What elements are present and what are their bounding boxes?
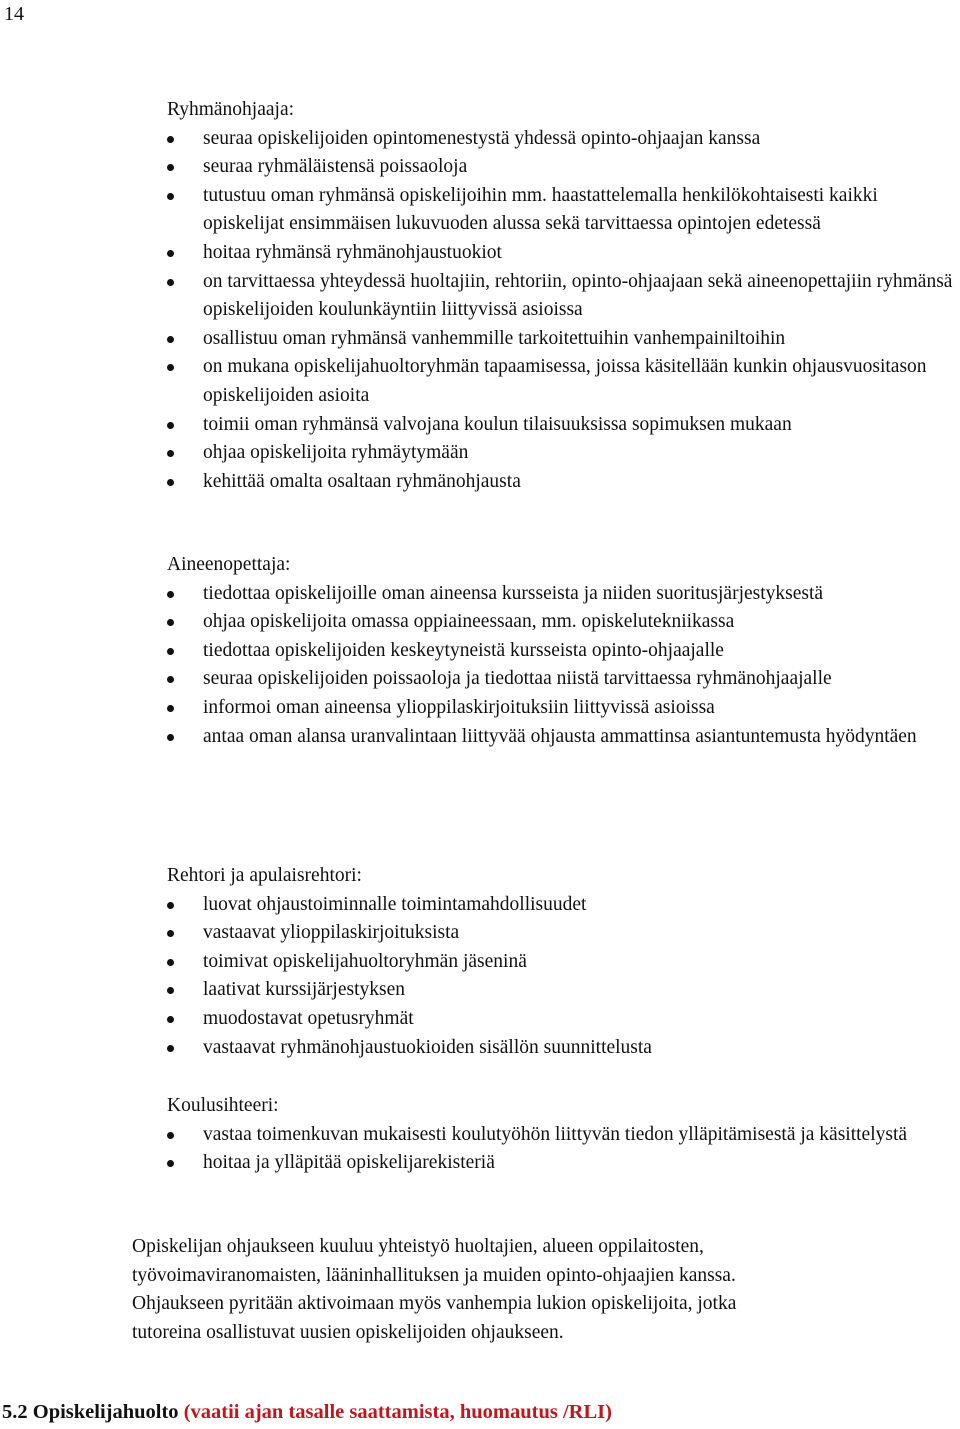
paragraph-line: Ohjaukseen pyritään aktivoimaan myös vanhempia lukion opiskelijoita, jotka <box>132 1293 737 1315</box>
section-aineenopettaja <box>167 551 957 751</box>
heading-number: 5.2 <box>2 1401 28 1423</box>
list-item: toimivat opiskelijahuoltoryhmän jäseninä <box>167 948 957 977</box>
section-ryhmanohjaaja <box>167 96 957 496</box>
paragraph-line: tutoreina osallistuvat uusien opiskelijoiden ohjaukseen. <box>132 1321 564 1343</box>
list-item: seuraa ryhmäläistensä poissaoloja <box>167 153 957 182</box>
heading-note: (vaatii ajan tasalle saattamista, huomautus /RLI) <box>183 1401 612 1423</box>
bullet-list <box>167 125 957 497</box>
heading-title: Opiskelijahuolto <box>32 1401 179 1423</box>
list-item: on tarvittaessa yhteydessä huoltajiin, rehtoriin, opinto-ohjaajaan sekä aineenopettajiin ryhmänsä opiskelijoiden koulunkäyntiin liittyvissä asioissa <box>167 268 957 325</box>
bullet-list <box>167 1121 957 1178</box>
list-item: muodostavat opetusryhmät <box>167 1005 957 1034</box>
list-item: toimii oman ryhmänsä valvojana koulun tilaisuuksissa sopimuksen mukaan <box>167 411 957 440</box>
section-rehtori <box>167 862 957 1062</box>
list-item: informoi oman aineensa ylioppilaskirjoituksiin liittyvissä asioissa <box>167 694 957 723</box>
paragraph-line: Opiskelijan ohjaukseen kuuluu yhteistyö huoltajien, alueen oppilaitosten, <box>132 1236 704 1257</box>
bullet-list <box>167 580 957 752</box>
list-item: laativat kurssijärjestyksen <box>167 976 957 1005</box>
list-item: ohjaa opiskelijoita omassa oppiaineessaan, mm. opiskelutekniikassa <box>167 608 957 637</box>
section-heading: Aineenopettaja: <box>167 554 291 575</box>
paragraph-line: työvoimaviranomaisten, lääninhallituksen ja muiden opinto-ohjaajien kanssa. <box>132 1264 736 1286</box>
list-item: hoitaa ryhmänsä ryhmänohjaustuokiot <box>167 239 957 268</box>
section-heading: Ryhmänohjaaja: <box>167 99 295 120</box>
list-item: on mukana opiskelijahuoltoryhmän tapaamisessa, joissa käsitellään kunkin ohjausvuositason opiskelijoiden asioita <box>167 353 957 410</box>
section-koulusihteeri <box>167 1092 957 1178</box>
closing-paragraph <box>132 1233 942 1347</box>
list-item: antaa oman alansa uranvalintaan liittyvää ohjausta ammattinsa asiantuntemusta hyödyntäen <box>167 723 957 752</box>
page-number: 14 <box>4 3 24 25</box>
bullet-list <box>167 891 957 1063</box>
list-item: vastaavat ryhmänohjaustuokioiden sisällön suunnittelusta <box>167 1034 957 1063</box>
list-item: osallistuu oman ryhmänsä vanhemmille tarkoitettuihin vanhempainiltoihin <box>167 325 957 354</box>
list-item: tutustuu oman ryhmänsä opiskelijoihin mm. haastattelemalla henkilökohtaisesti kaikki opiskelijat ensimmäisen lukuvuoden alussa sekä tarvittaessa opintojen edetessä <box>167 182 957 239</box>
list-item: vastaa toimenkuvan mukaisesti koulutyöhön liittyvän tiedon ylläpitämisestä ja käsittelystä <box>167 1121 957 1150</box>
list-item: tiedottaa opiskelijoiden keskeytyneistä kursseista opinto-ohjaajalle <box>167 637 957 666</box>
list-item: seuraa opiskelijoiden opintomenestystä yhdessä opinto-ohjaajan kanssa <box>167 125 957 154</box>
list-item: tiedottaa opiskelijoille oman aineensa kursseista ja niiden suoritusjärjestyksestä <box>167 580 957 609</box>
list-item: ohjaa opiskelijoita ryhmäytymään <box>167 439 957 468</box>
section-heading: Koulusihteeri: <box>167 1095 279 1116</box>
section-heading: Rehtori ja apulaisrehtori: <box>167 865 362 886</box>
list-item: kehittää omalta osaltaan ryhmänohjausta <box>167 468 957 497</box>
list-item: vastaavat ylioppilaskirjoituksista <box>167 919 957 948</box>
list-item: luovat ohjaustoiminnalle toimintamahdollisuudet <box>167 891 957 920</box>
list-item: hoitaa ja ylläpitää opiskelijarekisteriä <box>167 1149 957 1178</box>
section-5-2-heading <box>2 1398 612 1426</box>
list-item: seuraa opiskelijoiden poissaoloja ja tiedottaa niistä tarvittaessa ryhmänohjaajalle <box>167 665 957 694</box>
